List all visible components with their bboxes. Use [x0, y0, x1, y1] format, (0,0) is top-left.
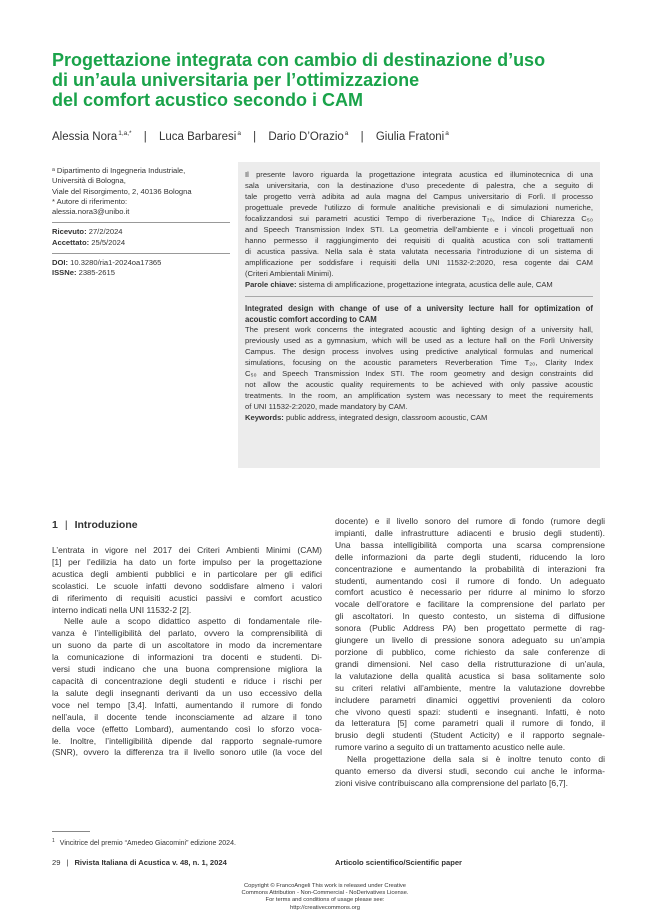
doi-label: DOI: — [52, 258, 69, 268]
author-name: Alessia Nora — [52, 131, 118, 143]
author-separator: | — [360, 131, 364, 143]
section-heading: 1 | Introduzione — [52, 519, 138, 531]
author-separator: | — [143, 131, 147, 143]
body-line: concentrazione e aumentando la probabilità di interazioni fra — [335, 563, 605, 574]
body-line: giungere un livello di pressione sonora adeguato su un’ampia — [335, 635, 605, 646]
section-title: Introduzione — [74, 519, 138, 531]
received-date-row — [52, 227, 230, 237]
received-label: Ricevuto: — [52, 227, 87, 237]
received-date: 27/2/2024 — [88, 227, 123, 237]
body-line: un suono da parte di un ascoltatore in modo da incrementare — [52, 640, 322, 651]
body-line: delle informazioni da parte degli studenti, riducendo la loro — [335, 551, 605, 562]
meta-divider — [52, 222, 230, 223]
paper-title — [52, 50, 612, 110]
abstract-line: previously used as a gymnasium, which will be used as a lecture hall on the Forlì University — [245, 336, 593, 346]
author-name: Luca Barbaresi — [158, 131, 237, 143]
footnote-text: Vincitrice del premio “Amedeo Giacomini” edizione 2024. — [59, 840, 236, 847]
doi-value[interactable]: 10.3280/ria1-2024oa17365 — [70, 258, 162, 268]
body-line: includere parametri dinamici oggettivi provenienti da coloro — [335, 694, 605, 705]
abstract-line: not allow the acoustic quality requirements to be achieved with only passive acoustic — [245, 380, 593, 390]
abstract-line: sala universitaria, con la destinazione d’uso precedente di palestra, che a seguito di — [245, 180, 593, 190]
body-line: docente) e il livello sonoro del rumore di fondo (rumore degli — [335, 516, 605, 526]
body-line: porzione di pubblico, come richiesto da sale conferenze di — [335, 646, 605, 657]
body-line: la valutazione della qualità acustica si basa solitamente solo — [335, 670, 605, 681]
abstract-italian — [245, 170, 593, 290]
body-line: vocale dell’oratore e facilitare la comprensione del parlato per — [335, 599, 605, 610]
body-line: L’entrata in vigore nel 2017 dei Criteri Ambienti Minimi (CAM) — [52, 545, 322, 555]
abstract-divider — [245, 296, 593, 297]
keywords-english — [245, 413, 593, 424]
affiliation-line: Università di Bologna, — [52, 176, 126, 186]
body-line: Nella progettazione della sala si è inoltre tenuto conto di — [347, 754, 605, 765]
body-line: sonora (Public Address PA) ben progettato permette di rag- — [335, 623, 605, 634]
body-line: brusio degli studenti (Student Acticity) e il rapporto segnale- — [335, 730, 605, 741]
body-line: la comunicazione di informazioni tra docenti e studenti. Di- — [52, 652, 322, 663]
article-metadata — [52, 166, 230, 279]
body-line: che vivono questi spazi: studenti e insegnanti. Infatti, è noto — [335, 706, 605, 717]
body-line: capacità di concentrazione degli studenti e riduce i rischi per — [52, 675, 322, 686]
license-line: For terms and conditions of usage please see: — [265, 897, 385, 904]
accepted-date: 25/5/2024 — [91, 237, 126, 247]
body-line: voce nel tempo [3,4]. Infatti, aumentando il rumore di fondo — [52, 699, 322, 710]
abstract-box — [238, 162, 600, 468]
keywords-text: public address, integrated design, classroom acoustic, CAM — [285, 413, 488, 423]
issn-row — [52, 268, 230, 278]
english-title-line: Integrated design with change of use of a university lecture hall for optimization of — [245, 304, 593, 314]
body-line: la salute degli insegnanti derivanti da un uso eccessivo della — [52, 687, 322, 698]
doi-row — [52, 258, 230, 268]
body-line: rumore varino a seguito di un trattamento acustico nelle aule. — [335, 742, 566, 753]
keywords-text: sistema di amplificazione, progettazione integrata, acustica delle aule, CAM — [298, 279, 553, 289]
issn-label: ISSNe: — [52, 268, 77, 278]
corresponding-label: * Autore di riferimento: — [52, 196, 128, 206]
body-line: della voce (effetto Lombard), aumentando così lo sforzo voca- — [52, 723, 322, 734]
english-title-line: acoustic comfort according to CAM — [245, 315, 377, 325]
license-line: Copyright © FrancoAngeli This work is released under Creative — [243, 883, 407, 889]
abstract-line: The present work concerns the integrated acoustic and lighting design of a university hall, — [245, 325, 593, 335]
author-affiliation: a — [445, 130, 449, 137]
abstract-line: simulations, focusing on the acoustic parameters Reverberation Time T₂₀, Clarity Index — [245, 358, 593, 368]
keywords-label: Parole chiave: — [245, 279, 297, 289]
page-number: 29 — [52, 858, 61, 867]
abstract-line: focalizzandosi sui parametri acustici Tempo di riverberazione T₂₀, Indice di Chiarezza C₅₀ — [245, 213, 593, 223]
abstract-line: hanno permesso il raggiungimento dei requisiti di qualità acustica con soli trattamenti — [245, 235, 593, 245]
abstract-line: tale progetto verrà adibita ad aula magna del Campus universitario di Forlì. Il processo — [245, 191, 593, 201]
body-column-right — [335, 516, 605, 790]
abstract-line: amplificazione per soddisfare i requisiti della UNI 11532-2:2020, resa cogente dai CAM — [245, 257, 593, 267]
author-name: Giulia Fratoni — [375, 131, 445, 143]
accepted-label: Accettato: — [52, 237, 90, 247]
body-line: gli ascoltatori. In questo contesto, un sistema di diffusione — [335, 611, 605, 622]
corresponding-email[interactable]: alessia.nora3@unibo.it — [52, 207, 130, 217]
keywords-italian — [245, 280, 593, 291]
abstract-line: Il presente lavoro riguarda la progettazione integrata acustica ed illuminotecnica di una — [245, 170, 593, 179]
body-line: interno indicati nella UNI 11532-2 [2]. — [52, 604, 192, 615]
abstract-line: and Speech Transmission Index STI. La geometria dell’ambiente e i vincoli progettuali non — [245, 224, 593, 234]
body-line: acustica degli ambienti pubblici e in particolare per gli edifici — [52, 568, 322, 579]
author-affiliation: a — [344, 130, 349, 137]
affiliation-line: Viale del Risorgimento, 2, 40136 Bologna — [52, 186, 192, 196]
body-line: Nelle aule a scopo didattico aspetto di fondamentale rile- — [64, 616, 322, 627]
license-link[interactable]: http://creativecommons.org — [290, 904, 360, 911]
issn-value: 2385-2615 — [78, 268, 115, 278]
body-line: zioni visive contribuiscano alla comprensione del parlato [6,7]. — [335, 777, 568, 788]
body-line: le. Inoltre, l’intelligibilità dipende dal rapporto segnale-rumore — [52, 735, 322, 746]
title-line: Progettazione integrata con cambio di destinazione d’uso — [52, 50, 546, 70]
abstract-line: C₅₀ and Speech Transmission Index STI. The room geometry and design constraints did — [245, 369, 593, 379]
body-line: impianti, dalle infrastrutture adiacenti e brusio degli studenti). — [335, 527, 605, 538]
license-notice — [200, 883, 450, 912]
page-footer: 29 | Rivista Italiana di Acustica v. 48, n. 1, 2024 — [52, 858, 227, 867]
section-number: 1 — [52, 519, 58, 531]
journal-name: Rivista Italiana di Acustica v. 48, n. 1, 2024 — [74, 858, 227, 867]
body-line: versi studi indicano che una buona comprensione migliora la — [52, 664, 322, 675]
body-line: grandi dimensioni. Nel caso della ristrutturazione di un’aula, — [335, 658, 605, 669]
body-line: quanto emerso da diversi studi, secondo cui anche le informa- — [335, 766, 605, 777]
abstract-line: of UNI 11532-2:2020, made mandatory by CAM. — [245, 402, 408, 412]
affiliation-line: ᵃ Dipartimento di Ingegneria Industriale, — [52, 166, 186, 175]
author-list — [52, 130, 449, 143]
license-line: Commons Attribution - Non-Commercial - NoDerivatives License. — [241, 890, 409, 897]
body-line: scolastici. Le scuole infatti devono soddisfare almeno i valori — [52, 580, 322, 591]
body-line: da letteratura [5] come parametri quali il rumore di fondo, il — [335, 718, 605, 729]
body-line: vanza è l’intelligibilità del parlato, ovvero la comprensibilità di — [52, 628, 322, 639]
body-line: di riferimento di requisiti acustici passivi e comfort acustico — [52, 592, 322, 603]
author-separator: | — [253, 131, 257, 143]
author-name: Dario D’Orazio — [268, 131, 344, 143]
body-line: (SNR), ovvero la differenza tra il livello sonoro utile (la voce del — [52, 747, 322, 758]
keywords-label: Keywords: — [245, 413, 284, 423]
body-line: Una bassa intelligibilità comporta una scarsa comprensione — [335, 539, 605, 550]
title-line: di un’aula universitaria per l’ottimizzazione — [52, 70, 420, 90]
footnote-mark: 1 — [52, 838, 55, 844]
abstract-line: progettuale prevede l’utilizzo di formule analitiche previsionali e di simulazioni numeriche, — [245, 202, 593, 212]
footnote — [52, 838, 236, 847]
body-line: [1] per l’edilizia ha dato un forte impulso per la progettazione — [52, 556, 322, 567]
abstract-line: Campus. The design process involves using predictive analytical formulas and numerical — [245, 347, 593, 357]
body-line: nell’aula, il docente tende inconsciamente ad alzare il tono — [52, 711, 322, 722]
body-line: comfort acustico è necessario per ridurre al minimo lo sforzo — [335, 587, 605, 598]
meta-divider — [52, 253, 230, 254]
abstract-line: di acustica passiva. Nella sala è stata valutata necessaria l’introduzione di un sistema di — [245, 246, 593, 256]
abstract-english — [245, 303, 593, 424]
accepted-date-row — [52, 238, 230, 248]
author-affiliation: 1,a,* — [118, 130, 132, 137]
author-affiliation: a — [237, 130, 241, 137]
article-type: Articolo scientifico/Scientific paper — [335, 858, 463, 867]
body-line: su criteri relativi all’ambiente, mentre la valutazione dovrebbe — [335, 682, 605, 693]
footnote-rule — [52, 831, 90, 832]
abstract-line: (Criteri Ambientali Minimi). — [245, 268, 334, 278]
body-line: studenti, aumentando così il rumore di fondo. Un adeguato — [335, 575, 605, 586]
title-line: del comfort acustico secondo i CAM — [52, 90, 364, 110]
abstract-line: treatments. In the room, an amplification system was necessary to meet the requirements — [245, 391, 593, 401]
body-column-left — [52, 518, 322, 759]
